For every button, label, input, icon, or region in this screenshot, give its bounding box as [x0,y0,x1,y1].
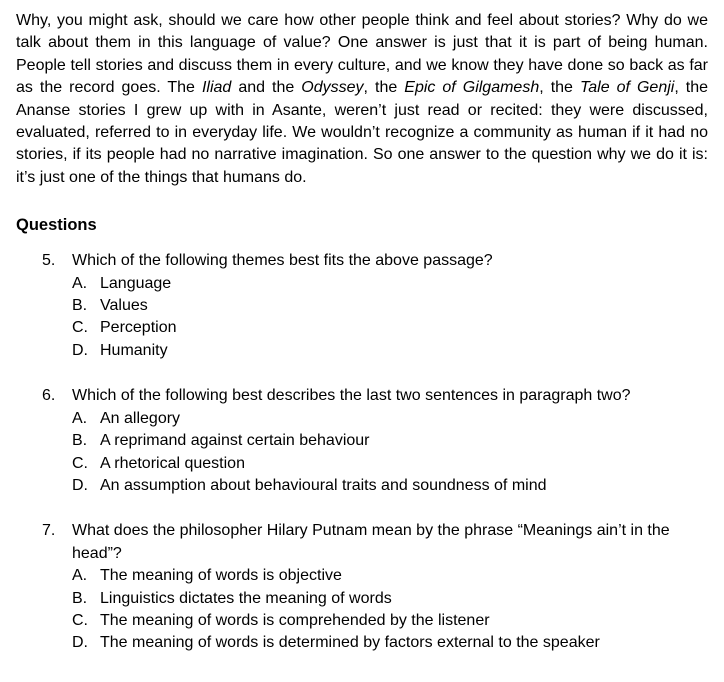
passage-text: and the [231,79,302,97]
option-item [72,340,708,362]
option-item [72,565,708,587]
option-list [72,565,708,655]
passage-text: , the Ananse stories I grew up with in Asante, weren’t just read or recited: they were discussed, evaluated, referred to in everyday life. We wouldn’t recognize a community as human if it had no stories, if its people had no narrative imagination. So one answer to the question why we do it is: it’s just one of the things that humans do. [16,79,709,186]
option-letter: D. [72,634,88,652]
option-text: A reprimand against certain behaviour [100,432,370,450]
option-letter: C. [72,319,88,337]
option-text: Values [100,297,148,315]
option-item [72,273,708,295]
option-letter: A. [72,409,88,427]
question-number: 6. [42,387,56,405]
option-text: An assumption about behavioural traits and soundness of mind [100,476,547,494]
option-letter: C. [72,454,88,472]
option-text: An allegory [100,409,181,427]
passage-text: , the [363,79,405,97]
option-text: The meaning of words is objective [100,567,342,585]
option-item [72,475,708,497]
question-text: What does the philosopher Hilary Putnam mean by the phrase “Meanings ain’t in the head”? [72,522,670,562]
option-letter: A. [72,567,88,585]
option-list [72,408,708,498]
option-text: Linguistics dictates the meaning of words [100,589,392,607]
question-5 [16,250,708,362]
option-text: Humanity [100,341,168,359]
option-item [72,295,708,317]
passage-text: , the [539,79,580,97]
option-letter: D. [72,341,88,359]
question-list [16,250,708,655]
questions-heading: Questions [16,216,97,235]
option-letter: C. [72,611,88,629]
title-iliad: Iliad [201,79,232,97]
option-letter: A. [72,274,88,292]
question-number: 5. [42,252,56,270]
option-text: Perception [100,319,177,337]
title-gilgamesh: Epic of Gilgamesh [404,79,540,97]
option-letter: B. [72,432,88,450]
option-item [72,408,708,430]
option-text: Language [100,274,172,292]
question-text: Which of the following themes best fits the above passage? [72,252,493,270]
option-item [72,588,708,610]
option-item [72,430,708,452]
option-item [72,610,708,632]
option-item [72,632,708,654]
passage-text: Why, you might ask, should we care how other people think and feel about stories? Why do we talk about them in this language of value? One answer is just that it is part of being human. People tell stories and discuss them in every culture, and we know they have done so back as far as the record goes. The [16,12,708,97]
option-list [72,273,708,363]
passage-paragraph [16,10,708,189]
option-letter: D. [72,476,88,494]
question-6 [16,385,708,497]
option-item [72,317,708,339]
option-text: The meaning of words is comprehended by the listener [100,611,490,629]
question-number: 7. [42,522,56,540]
title-odyssey: Odyssey [301,79,364,97]
option-letter: B. [72,297,88,315]
question-7 [16,520,708,654]
option-text: The meaning of words is determined by factors external to the speaker [100,634,600,652]
option-item [72,453,708,475]
option-text: A rhetorical question [100,454,245,472]
title-genji: Tale of Genji [579,79,675,97]
option-letter: B. [72,589,88,607]
question-text: Which of the following best describes the last two sentences in paragraph two? [72,387,631,405]
